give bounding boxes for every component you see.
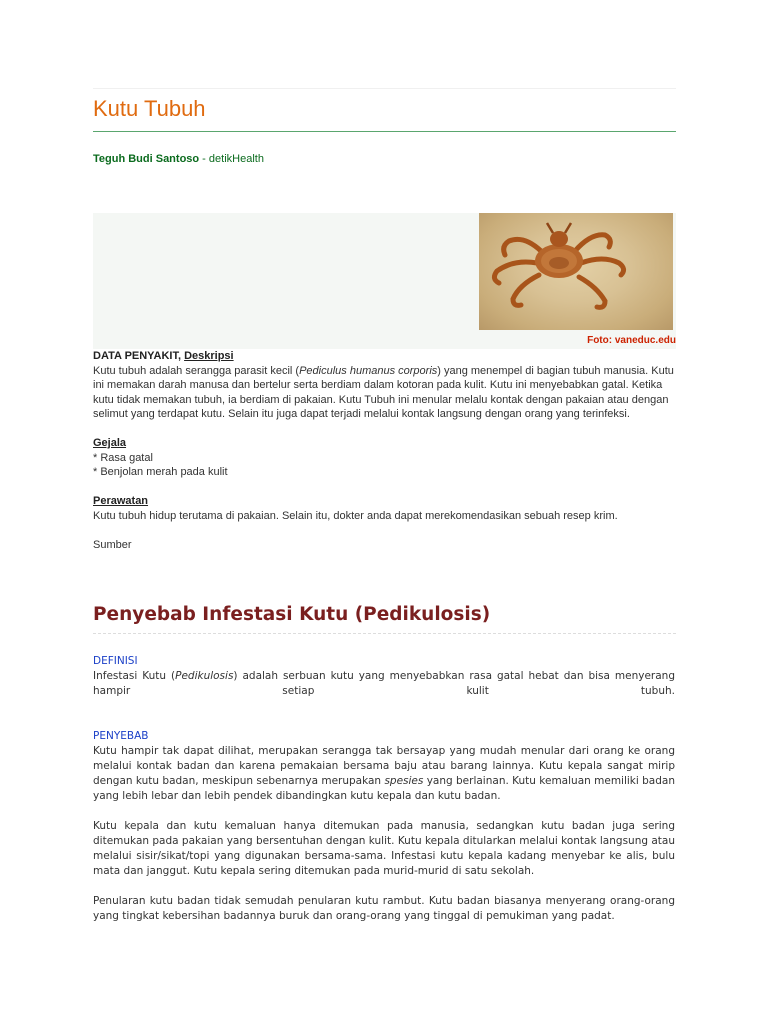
symptom-item: * Benjolan merah pada kulit	[93, 466, 228, 478]
title-divider	[93, 131, 676, 132]
byline	[93, 153, 264, 165]
desc-part-1: Kutu tubuh adalah serangga parasit kecil (	[93, 364, 300, 377]
source-link[interactable]: Sumber	[93, 538, 132, 551]
definition-text	[93, 669, 675, 699]
disease-data	[93, 349, 678, 552]
definition-part-2: ) adalah serbuan kutu yang menyebabkan rasa gatal hebat dan bisa menyerang hampir setiap kulit tubuh.	[93, 670, 675, 697]
louse-photo	[479, 213, 673, 330]
definition-heading: DEFINISI	[93, 655, 138, 667]
cause-section	[93, 729, 675, 924]
byline-separator: -	[199, 153, 209, 165]
disease-label: DATA PENYAKIT,	[93, 350, 182, 362]
louse-illustration	[479, 213, 673, 330]
cause-p1-term: spesies	[384, 775, 424, 787]
top-divider	[93, 88, 676, 89]
cause-paragraph-1	[93, 744, 675, 804]
cause-paragraph-3: Penularan kutu badan tidak semudah penularan kutu rambut. Kutu badan biasanya menyerang orang-orang yang tingkat kebersihan badannya buruk dan orang-orang yang tinggal di pemukiman yang padat.	[93, 895, 675, 922]
symptoms-heading: Gejala	[93, 437, 127, 449]
section-title: Penyebab Infestasi Kutu (Pedikulosis)	[93, 604, 491, 625]
definition-term: Pedikulosis	[175, 670, 234, 682]
desc-part-2: ) yang menempel di bagian tubuh manusia. Kutu ini memakan darah manusa dan bertelur serta berdiam dalam kotoran pada kulit. Kutu ini menyebabkan gatal. Ketika kutu tidak memakan tubuh, ia berdiam di pakaian. Kutu Tubuh ini menular melalu kontak dengan pakaian atau dengan selimut yang terdapat kutu. Selain itu juga dapat terjadi melalui kontak langsung dengan orang yang terinfeksi.	[93, 364, 674, 420]
source-link[interactable]: detikHealth	[208, 153, 264, 165]
cause-p1-part-a: Kutu hampir tak dapat dilihat, merupakan serangga tak bersayap yang mudah menular dari orang ke orang melalui kontak badan dan karena pemakaian bersama baju atau barang lainnya. Kutu kepala sangat mirip dengan kutu badan, meskipun sebenarnya merupakan	[93, 745, 675, 787]
symptom-item: * Rasa gatal	[93, 451, 153, 464]
disease-heading	[93, 349, 678, 364]
photo-credit: Foto: vaneduc.edu	[587, 335, 676, 346]
article-title: Kutu Tubuh	[93, 96, 206, 121]
cause-paragraph-2: Kutu kepala dan kutu kemaluan hanya ditemukan pada manusia, sedangkan kutu badan juga sering ditemukan pada pakaian yang bersentuhan dengan kulit. Kutu kepala ditularkan melalui kontak langsung atau melalui sisir/sikat/topi yang digunakan bersama-sama. Infestasi kutu kepala kadang menyebar ke alis, bulu mata dan janggut. Kutu kepala sering ditemukan pada murid-murid di satu sekolah.	[93, 820, 675, 877]
disease-description	[93, 364, 678, 422]
description-link[interactable]: Deskripsi	[184, 350, 234, 362]
author-link[interactable]: Teguh Budi Santoso	[93, 153, 200, 165]
definition-part-1: Infestasi Kutu (	[93, 670, 176, 682]
treatment-text: Kutu tubuh hidup terutama di pakaian. Selain itu, dokter anda dapat merekomendasikan sebuah resep krim.	[93, 509, 618, 522]
cause-p1-part-b: yang berlainan. Kutu kemaluan memiliki badan yang lebih lebar dan lebih pendek dibandingkan kutu kepala dan kutu badan.	[93, 775, 675, 802]
treatment-heading: Perawatan	[93, 495, 149, 507]
section-divider	[93, 633, 676, 634]
scientific-name: Pediculus humanus corporis	[299, 364, 438, 377]
definition-section	[93, 654, 675, 699]
cause-heading: PENYEBAB	[93, 730, 149, 742]
